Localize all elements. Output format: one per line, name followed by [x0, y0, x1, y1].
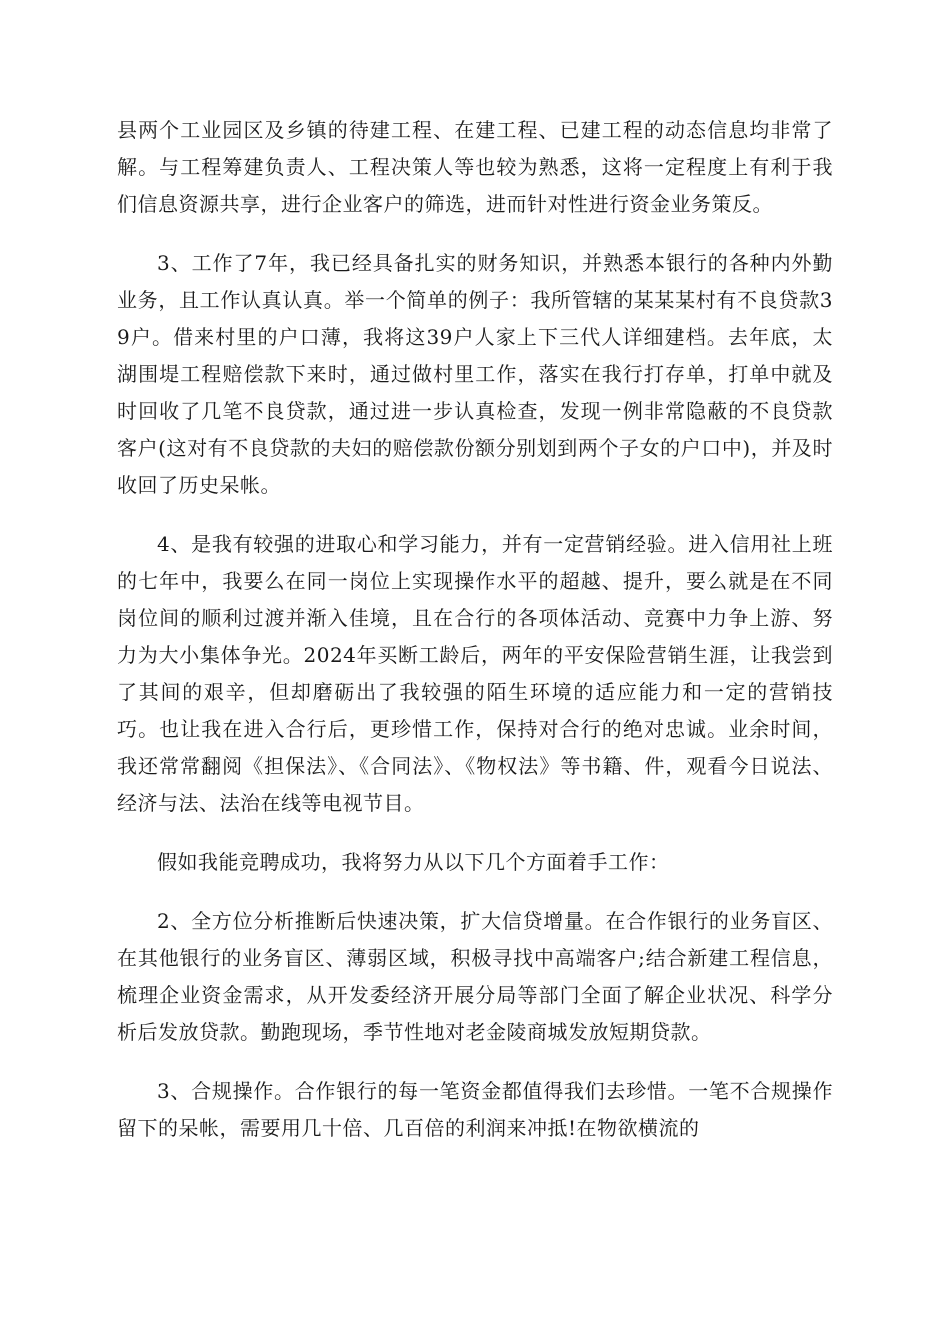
paragraph-plan-intro: 假如我能竞聘成功，我将努力从以下几个方面着手工作： [157, 850, 670, 874]
document-page [117, 112, 833, 1147]
paragraph-plan-point-2: 2、全方位分析推断后快速决策，扩大信贷增量。在合作银行的业务盲区、在其他银行的业务盲区、薄弱区域，积极寻找中高端客户;结合新建工程信息，梳理企业资金需求，从开发委经济开展分局等部门全面了解企业状况、科学分析后发放贷款。勤跑现场，季节性地对老金陵商城发放短期贷款。 [117, 909, 833, 1044]
paragraph-point-3-experience: 3、工作了7年，我已经具备扎实的财务知识，并熟悉本银行的各种内外勤业务，且工作认真认真。举一个简单的例子：我所管辖的某某某村有不良贷款39户。借来村里的户口薄，我将这39户人家上下三代人详细建档。去年底，太湖围堤工程赔偿款下来时，通过做村里工作，落实在我行打存单，打单中就及时回收了几笔不良贷款，通过进一步认真检查，发现一例非常隐蔽的不良贷款客户(这对有不良贷款的夫妇的赔偿款份额分别划到两个子女的户口中)，并及时收回了历史呆帐。 [117, 251, 833, 497]
paragraph-point-4-marketing: 4、是我有较强的进取心和学习能力，并有一定营销经验。进入信用社上班的七年中，我要么在同一岗位上实现操作水平的超越、提升，要么就是在不同岗位间的顺利过渡并渐入佳境，且在合行的各项体活动、竞赛中力争上游、努力为大小集体争光。2024年买断工龄后，两年的平安保险营销生涯，让我尝到了其间的艰辛，但却磨砺出了我较强的陌生环境的适应能力和一定的营销技巧。也让我在进入合行后，更珍惜工作，保持对合行的绝对忠诚。业余时间，我还常常翻阅《担保法》、《合同法》、《物权法》等书籍、件，观看今日说法、经济与法、法治在线等电视节目。 [117, 532, 833, 815]
paragraph-continued: 县两个工业园区及乡镇的待建工程、在建工程、已建工程的动态信息均非常了解。与工程筹建负责人、工程决策人等也较为熟悉，这将一定程度上有利于我们信息资源共享，进行企业客户的筛选，进而针对性进行资金业务策反。 [117, 118, 833, 216]
paragraph-plan-point-3: 3、合规操作。合作银行的每一笔资金都值得我们去珍惜。一笔不合规操作留下的呆帐，需要用几十倍、几百倍的利润来冲抵!在物欲横流的 [117, 1079, 833, 1140]
